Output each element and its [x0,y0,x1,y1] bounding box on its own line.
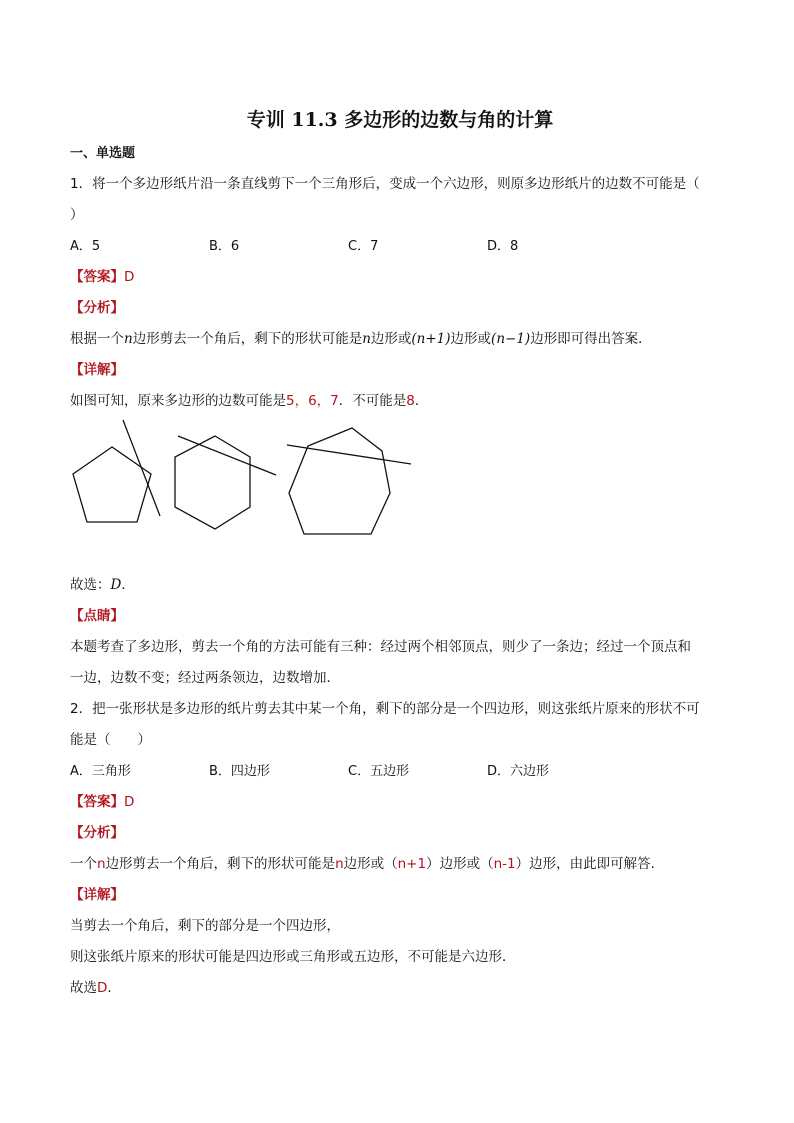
detail-value: 8 [406,393,415,409]
comment-tag: 【点睛】 [70,608,124,624]
question-1-options [70,231,730,262]
analysis-text: 边形或 [370,331,412,347]
detail-text: ．不可能是 [338,393,407,409]
option-a: A．三角形 [70,764,131,779]
question-2-stem-line-2: 能是（ ） [70,732,151,748]
option-a: A．5 [70,239,101,254]
question-1-stem-end: ） [70,207,84,223]
answer-value: D [124,269,135,285]
question-2-detail-line-2: 则这张纸片原来的形状可能是四边形或三角形或五边形，不可能是六边形． [70,949,516,965]
question-1-choice [70,570,730,601]
question-2-stem-line-1: 2．把一张形状是多边形的纸片剪去其中某一个角，剩下的部分是一个四边形，则这张纸片原来的形状不可 [70,701,700,717]
analysis-text: 边形即可得出答案． [530,331,652,347]
heptagon-outline [289,428,390,534]
choice-text: 故选 [70,980,97,996]
answer-value: D [124,794,135,810]
question-1-comment-line-1: 本题考查了多边形，剪去一个角的方法可能有三种：经过两个相邻顶点，则少了一条边；经过一个顶点和 [70,639,691,655]
answer-tag: 【答案】 [70,794,124,810]
heptagon-cut-line [287,445,411,464]
analysis-text: 边形剪去一个角后，剩下的形状可能是 [132,331,363,347]
analysis-text: 一个 [70,856,97,872]
analysis-text: 边形剪去一个角后，剩下的形状可能是 [105,856,336,872]
math-n: n [124,331,133,347]
option-c: C．7 [348,239,379,254]
detail-values: 5，6，7 [286,393,339,409]
pentagon-outline [73,447,151,522]
option-d: D．六边形 [487,764,550,779]
document-page [70,100,730,1004]
math-n-plus-1: (n+1) [411,331,451,347]
analysis-text: 边形或（ [343,856,398,872]
option-b: B．四边形 [209,764,270,779]
option-c: C．五边形 [348,764,410,779]
analysis-text: 根据一个 [70,331,124,347]
question-1-comment-line-2: 一边，边数不变；经过两条领边，边数增加． [70,670,340,686]
choice-text: ． [107,980,121,996]
analysis-text: ）边形或（ [426,856,494,872]
answer-tag: 【答案】 [70,269,124,285]
question-2 [70,694,730,1004]
analysis-tag: 【分析】 [70,300,124,316]
page-title: 专训 11.3 多边形的边数与角的计算 [246,109,554,131]
analysis-value: n [97,856,106,872]
analysis-value: n-1 [493,856,516,872]
question-1-detail [70,386,730,417]
detail-text: ． [414,393,429,409]
analysis-text: 边形或 [450,331,492,347]
choice-value: D [110,577,122,593]
question-2-detail-line-1: 当剪去一个角后，剩下的部分是一个四边形， [70,918,340,934]
question-1-stem: 1．将一个多边形纸片沿一条直线剪下一个三角形后，变成一个六边形，则原多边形纸片的边数不可能是（ [70,176,700,192]
detail-text: 如图可知，原来多边形的边数可能是 [70,393,286,409]
option-d: D．8 [487,239,519,254]
section-heading: 一、单选题 [70,146,136,161]
analysis-value: n [335,856,344,872]
math-n-minus-1: (n−1) [491,331,531,347]
question-2-choice [70,973,730,1004]
choice-text: 故选： [70,577,111,593]
pentagon-cut-line [123,420,160,516]
polygon-cut-figure [70,419,430,564]
detail-tag: 【详解】 [70,887,124,903]
option-b: B．6 [209,239,240,254]
choice-value: D [97,980,108,996]
hexagon-cut-line [178,436,276,475]
math-n: n [362,331,371,347]
analysis-value: n+1 [397,856,427,872]
question-2-analysis [70,849,730,880]
analysis-text: ）边形，由此即可解答. [515,856,655,872]
choice-text: ． [121,577,135,593]
question-1 [70,169,730,694]
analysis-tag: 【分析】 [70,825,124,841]
question-1-answer [70,262,730,293]
question-2-options [70,756,730,787]
question-1-analysis [70,324,730,355]
detail-tag: 【详解】 [70,362,124,378]
question-2-answer [70,787,730,818]
